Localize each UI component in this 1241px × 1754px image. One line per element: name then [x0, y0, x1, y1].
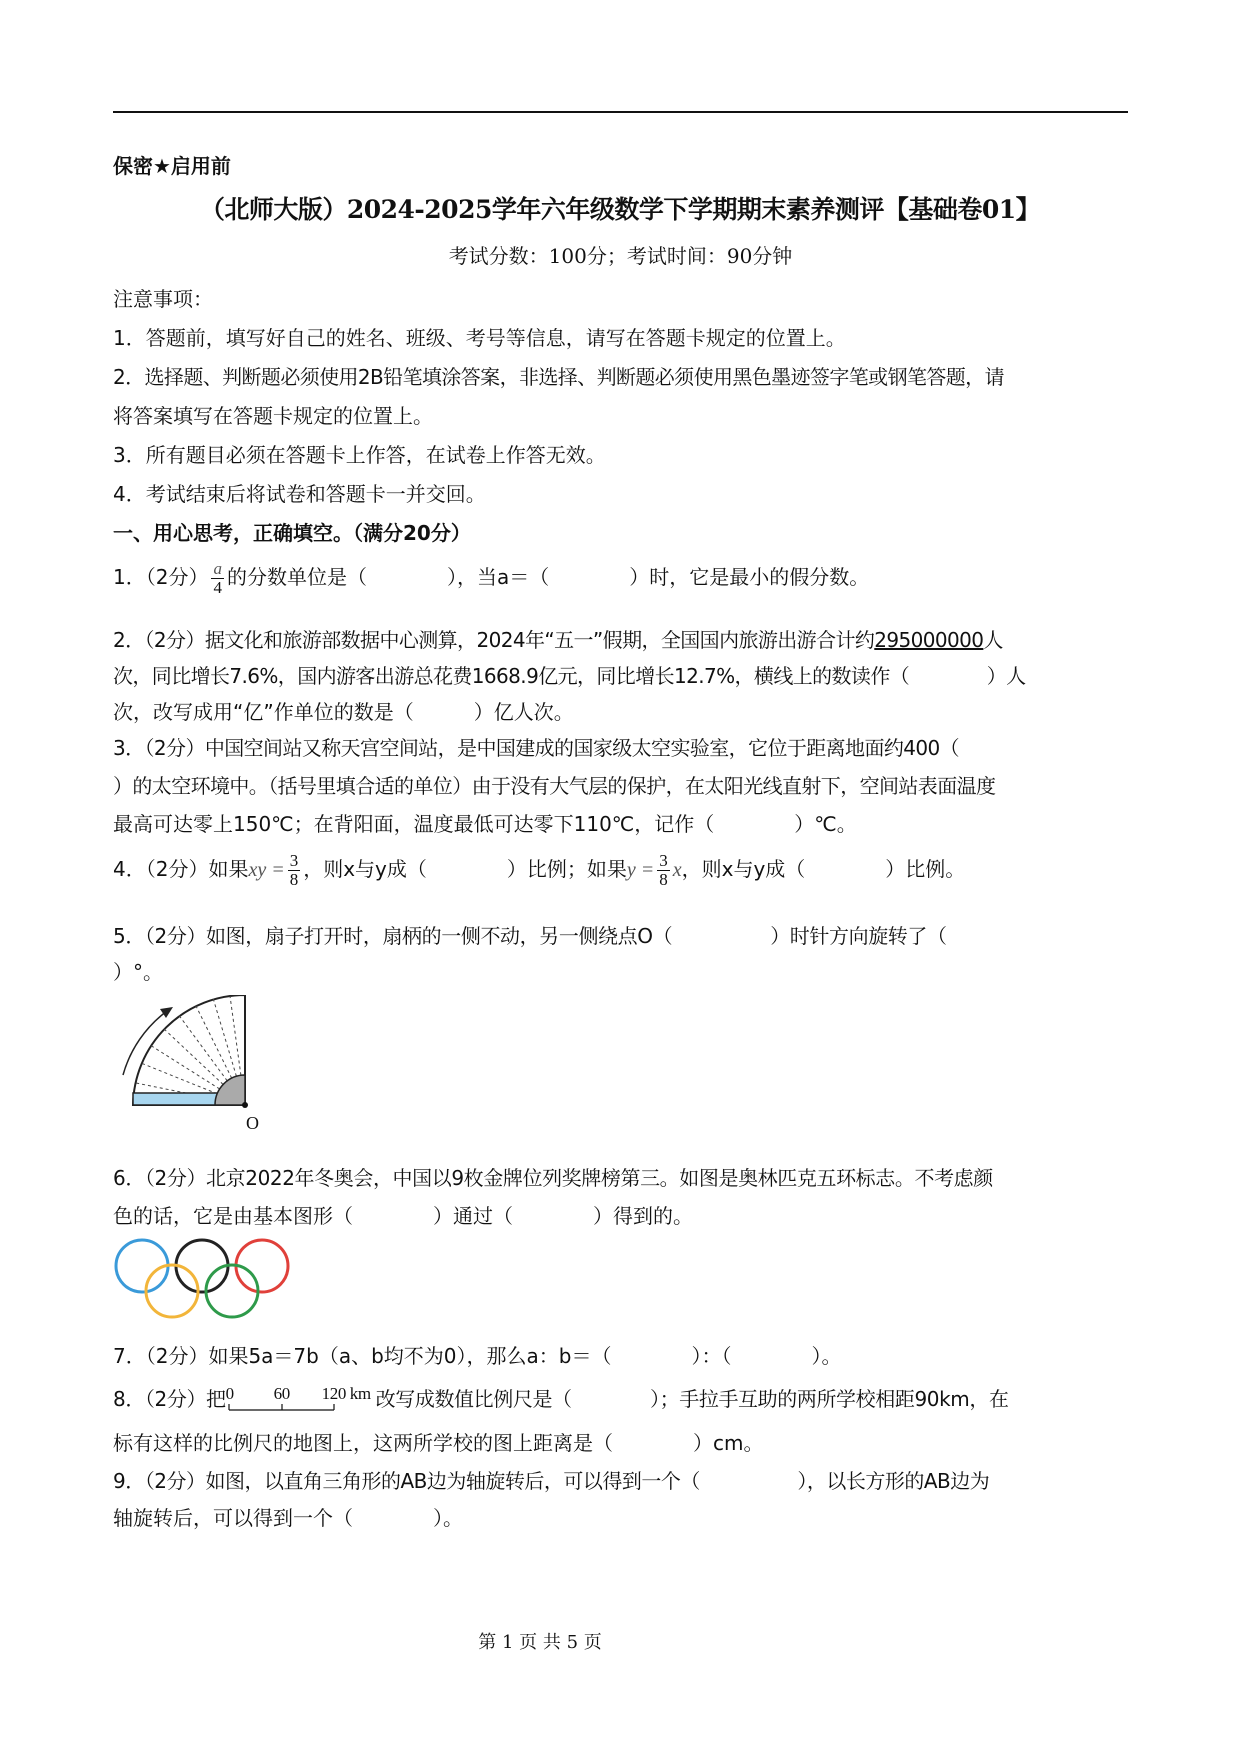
yellow-ring — [146, 1265, 198, 1317]
question-3-line: ）的太空环境中。（括号里填合适的单位）由于没有大气层的保护，在太阳光线直射下，空间站表面温度 — [113, 774, 996, 798]
numerator: 3 — [659, 851, 668, 870]
page-title: （北师大版）2024-2025学年六年级数学下学期期末素养测评【基础卷01】 — [199, 195, 1041, 224]
expression: x — [672, 858, 682, 881]
fraction — [211, 560, 224, 597]
line-scale — [225, 1383, 376, 1414]
scale-label: 120 km — [321, 1383, 371, 1403]
question-text: 的分数单位是（ ），当a＝（ ）时，它是最小的假分数。 — [226, 564, 870, 589]
scale-label: 0 — [225, 1383, 234, 1403]
exam-info: 考试分数：100分；考试时间：90分钟 — [448, 244, 793, 268]
scale-label: 60 — [273, 1383, 290, 1403]
numerator: 3 — [289, 851, 299, 870]
denominator: 8 — [289, 869, 299, 889]
question-text: 4．（2分）如果 — [113, 856, 249, 881]
question-5-line: 5．（2分）如图，扇子打开时，扇柄的一侧不动，另一侧绕点O（ ）时针方向旋转了（ — [113, 924, 947, 948]
question-text: 2．（2分）据文化和旅游部数据中心测算，2024年“五一”假期，全国国内旅游出游合计约 — [113, 628, 875, 652]
point-o — [242, 1102, 248, 1108]
question-6-line: 色的话，它是由基本图形（ ）通过（ ）得到的。 — [113, 1204, 693, 1228]
denominator: 4 — [213, 577, 222, 597]
blue-ring — [116, 1240, 168, 1292]
question-number: 1．（2分） — [113, 564, 209, 589]
numerator: a — [213, 559, 222, 578]
point-o-label: O — [246, 1113, 259, 1133]
question-text: ，则x与y成（ ）比例。 — [681, 856, 966, 881]
page-number: 第 1 页 共 5 页 — [478, 1632, 602, 1653]
red-ring — [236, 1240, 288, 1292]
notice-heading: 注意事项： — [113, 287, 213, 311]
black-ring — [176, 1240, 228, 1292]
question-3-line: 3．（2分）中国空间站又称天宫空间站，是中国建成的国家级太空实验室，它位于距离地面约400（ — [113, 736, 960, 760]
question-6-line: 6．（2分）北京2022年冬奥会，中国以9枚金牌位列奖牌榜第三。如图是奥林匹克五环标志。不考虑颜 — [113, 1166, 993, 1190]
notice-item: 3．所有题目必须在答题卡上作答，在试卷上作答无效。 — [113, 443, 606, 467]
notice-item: 4．考试结束后将试卷和答题卡一并交回。 — [113, 482, 486, 506]
question-4 — [113, 852, 965, 889]
question-8-line: 标有这样的比例尺的地图上，这两所学校的图上距离是（ ）cm。 — [113, 1431, 764, 1455]
arrow-head-icon — [160, 1007, 173, 1018]
fan-figure — [115, 995, 265, 1140]
expression: y = — [626, 858, 655, 881]
notice-item: 将答案填写在答题卡规定的位置上。 — [113, 404, 433, 428]
question-2-line — [113, 624, 1003, 653]
question-2-line: 次，改写成用“亿”作单位的数是（ ）亿人次。 — [113, 700, 574, 724]
header-rule — [113, 111, 1128, 113]
notice-item: 1．答题前，填写好自己的姓名、班级、考号等信息，请写在答题卡规定的位置上。 — [113, 326, 846, 350]
question-3-line: 最高可达零上150℃；在背阳面，温度最低可达零下110℃，记作（ ）℃。 — [113, 812, 857, 836]
question-text: 8．（2分）把 — [113, 1387, 226, 1411]
fraction — [288, 852, 301, 889]
question-7: 7．（2分）如果5a＝7b（a、b均不为0），那么a：b＝（ ）：（ ）。 — [113, 1344, 842, 1368]
denominator: 8 — [659, 869, 668, 889]
fraction — [657, 852, 670, 889]
scale-bar — [226, 1402, 336, 1412]
notice-item: 2．选择题、判断题必须使用2B铅笔填涂答案，非选择、判断题必须使用黑色墨迹签字笔或钢笔答题，请 — [113, 365, 1004, 389]
question-2-line: 次，同比增长7.6%，国内游客出游总花费1668.9亿元，同比增长12.7%，横线上的数读作（ ）人 — [113, 664, 1026, 688]
question-text: ，则x与y成（ ）比例；如果 — [303, 856, 627, 881]
question-text: 人 — [983, 628, 1003, 652]
expression: xy = — [248, 858, 285, 881]
green-ring — [206, 1265, 258, 1317]
question-1 — [113, 560, 869, 597]
question-8-line — [113, 1383, 1009, 1414]
section-heading: 一、用心思考，正确填空。（满分20分） — [113, 521, 471, 545]
question-9-line: 9．（2分）如图，以直角三角形的AB边为轴旋转后，可以得到一个（ ），以长方形的AB边为 — [113, 1469, 990, 1493]
question-text: 改写成数值比例尺是（ ）；手拉手互助的两所学校相距90km，在 — [375, 1387, 1009, 1411]
olympic-rings — [112, 1236, 297, 1326]
underlined-number: 295000000 — [874, 628, 984, 652]
question-5-line: ）°。 — [113, 960, 163, 984]
confidential-label: 保密★启用前 — [113, 154, 231, 178]
question-9-line: 轴旋转后，可以得到一个（ ）。 — [113, 1506, 463, 1530]
